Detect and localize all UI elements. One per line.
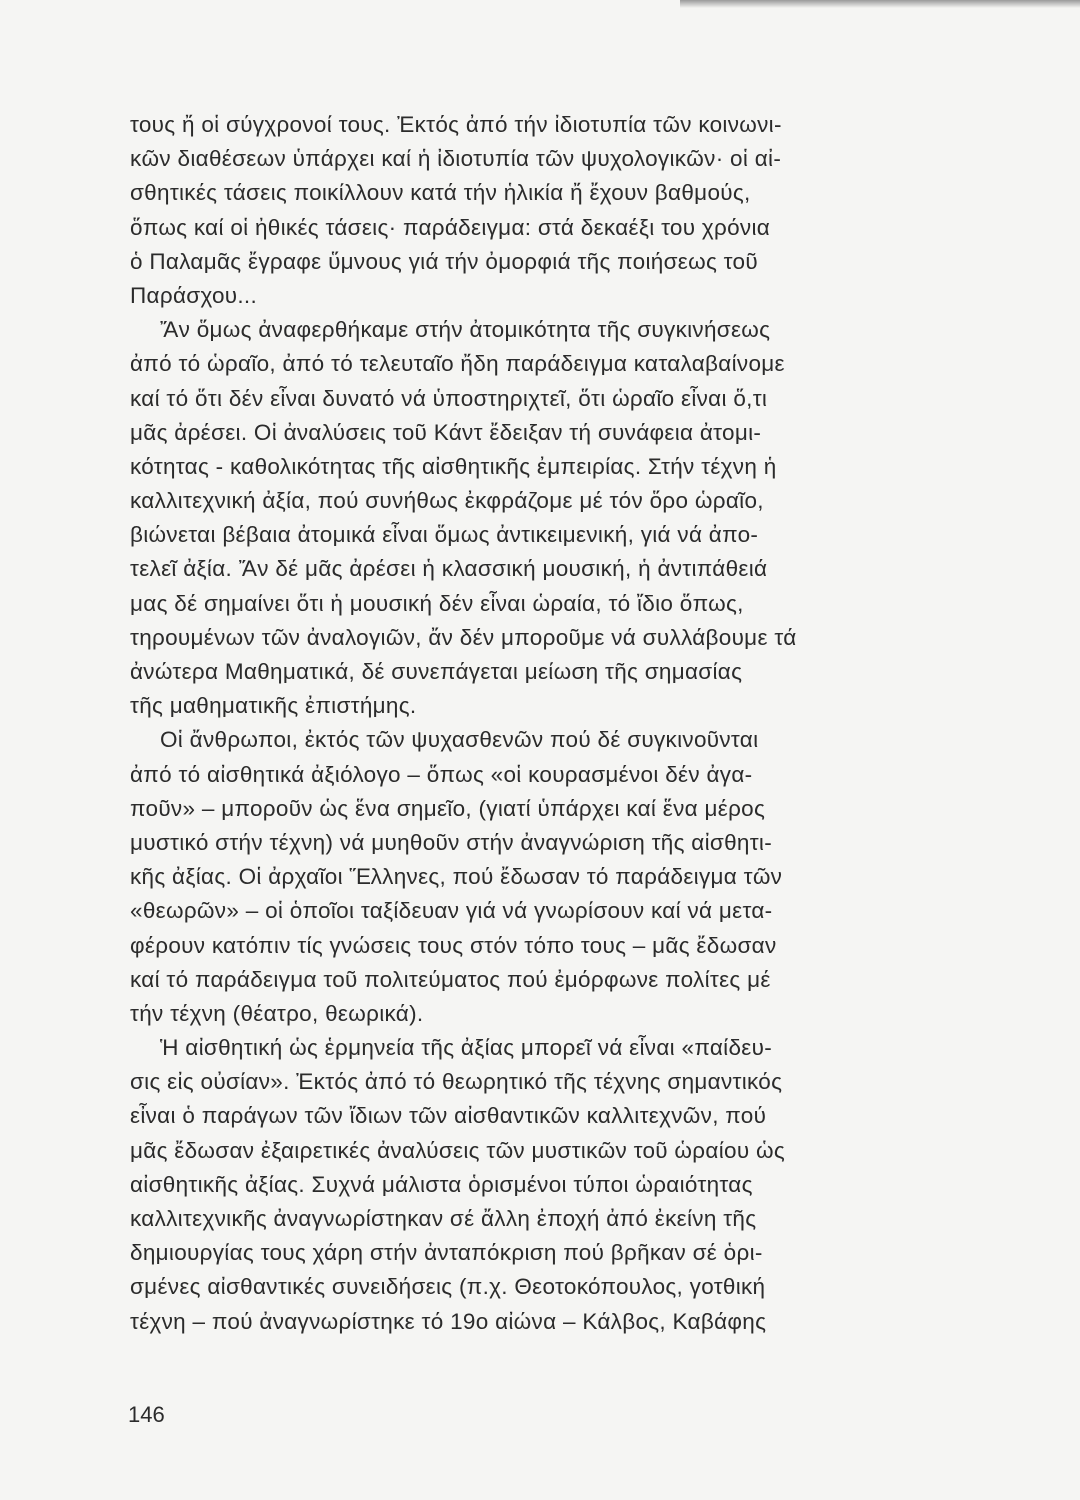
text-line: μᾶς ἔδωσαν ἐξαιρετικές ἀναλύσεις τῶν μυστικῶν τοῦ ὡραίου ὡς: [130, 1137, 785, 1163]
text-line: ὁ Παλαμᾶς ἔγραφε ὕμνους γιά τήν ὀμορφιά τῆς ποιήσεως τοῦ: [130, 248, 758, 274]
text-line: κῆς ἀξίας. Οἱ ἀρχαῖοι Ἕλληνες, πού ἔδωσαν τό παράδειγμα τῶν: [130, 864, 783, 890]
text-line: τῆς μαθηματικῆς ἐπιστήμης.: [130, 693, 417, 719]
text-line: ὅπως καί οἱ ἠθικές τάσεις· παράδειγμα: στά δεκαέξι του χρόνια: [130, 214, 771, 240]
text-line: ποῦν» – μποροῦν ὡς ἕνα σημεῖο, (γιατί ὑπάρχει καί ἕνα μέρος: [130, 795, 766, 821]
text-line: μυστικό στήν τέχνη) νά μυηθοῦν στήν ἀναγνώριση τῆς αἰσθητι-: [130, 829, 772, 855]
text-line: βιώνεται βέβαια ἀτομικά εἶναι ὅμως ἀντικειμενική, γιά νά ἀπο-: [130, 522, 759, 548]
text-line: καλλιτεχνική ἀξία, πού συνήθως ἐκφράζομε μέ τόν ὅρο ὡραῖο,: [130, 488, 764, 514]
text-line: φέρουν κατόπιν τίς γνώσεις τους στόν τόπο τους – μᾶς ἔδωσαν: [130, 932, 777, 958]
paragraph-start-line: Ἡ αἰσθητική ὡς ἑρμηνεία τῆς ἀξίας μπορεῖ νά εἶναι «παίδευ-: [160, 1035, 772, 1061]
text-line: σθητικές τάσεις ποικίλλουν κατά τήν ἡλικία ἤ ἔχουν βαθμούς,: [130, 180, 751, 206]
text-line: τηρουμένων τῶν ἀναλογιῶν, ἄν δέν μποροῦμε νά συλλάβουμε τά: [130, 624, 797, 650]
text-line: εἶναι ὁ παράγων τῶν ἴδιων τῶν αἰσθαντικῶν καλλιτεχνῶν, πού: [130, 1103, 767, 1129]
text-line: τους ἤ οἱ σύγχρονοί τους. Ἐκτός ἀπό τήν ἰδιοτυπία τῶν κοινωνι-: [130, 112, 782, 137]
text-line: τέχνη – πού ἀναγνωρίστηκε τό 19ο αἰώνα – Κάλβος, Καβάφης: [130, 1308, 767, 1334]
text-line: ἀνώτερα Μαθηματικά, δέ συνεπάγεται μείωση τῆς σημασίας: [130, 659, 743, 684]
text-line: καί τό ὅτι δέν εἶναι δυνατό νά ὑποστηριχτεῖ, ὅτι ὡραῖο εἶναι ὅ,τι: [130, 385, 768, 411]
text-line: καλλιτεχνικῆς ἀναγνωρίστηκαν σέ ἄλλη ἐποχή ἀπό ἐκείνη τῆς: [130, 1206, 757, 1231]
text-line: Παράσχου...: [130, 282, 258, 308]
text-line: τελεῖ ἀξία. Ἄν δέ μᾶς ἀρέσει ἡ κλασσική μουσική, ἡ ἀντιπάθειά: [130, 556, 768, 582]
scan-edge-shadow: [680, 0, 1080, 8]
text-line: σις εἰς οὐσίαν». Ἐκτός ἀπό τό θεωρητικό τῆς τέχνης σημαντικός: [130, 1069, 783, 1095]
body-text: [130, 108, 966, 1339]
text-line: μᾶς ἀρέσει. Οἱ ἀναλύσεις τοῦ Κάντ ἔδειξαν τή συνάφεια ἀτομι-: [130, 419, 762, 445]
text-line: κῶν διαθέσεων ὑπάρχει καί ἡ ἰδιοτυπία τῶν ψυχολογικῶν· οἱ αἰ-: [130, 146, 782, 172]
paragraph-start-line: Ἄν ὅμως ἀναφερθήκαμε στήν ἀτομικότητα τῆς συγκινήσεως: [160, 317, 771, 343]
text-line: κότητας - καθολικότητας τῆς αἰσθητικῆς ἐμπειρίας. Στήν τέχνη ἡ: [130, 453, 777, 479]
text-line: δημιουργίας τους χάρη στήν ἀνταπόκριση πού βρῆκαν σέ ὁρι-: [130, 1240, 763, 1266]
text-line: τήν τέχνη (θέατρο, θεωρικά).: [130, 1000, 424, 1026]
text-line: «θεωρῶν» – οἱ ὁποῖοι ταξίδευαν γιά νά γνωρίσουν καί νά μετα-: [130, 898, 773, 924]
page-number: 146: [128, 1402, 165, 1427]
text-line: ἀπό τό αἰσθητικά ἀξιόλογο – ὅπως «οἱ κουρασμένοι δέν ἀγα-: [130, 761, 753, 787]
text-line: σμένες αἰσθαντικές συνειδήσεις (π.χ. Θεοτοκόπουλος, γοτθική: [130, 1274, 766, 1300]
text-line: αἰσθητικῆς ἀξίας. Συχνά μάλιστα ὁρισμένοι τύποι ὡραιότητας: [130, 1171, 753, 1197]
text-line: καί τό παράδειγμα τοῦ πολιτεύματος πού ἐμόρφωνε πολίτες μέ: [130, 966, 771, 992]
text-line: ἀπό τό ὡραῖο, ἀπό τό τελευταῖο ἤδη παράδειγμα καταλαβαίνομε: [130, 351, 785, 377]
paragraph-start-line: Οἱ ἄνθρωποι, ἐκτός τῶν ψυχασθενῶν πού δέ συγκινοῦνται: [160, 727, 759, 753]
text-line: μας δέ σημαίνει ὅτι ἡ μουσική δέν εἶναι ὡραία, τό ἴδιο ὅπως,: [130, 590, 744, 616]
